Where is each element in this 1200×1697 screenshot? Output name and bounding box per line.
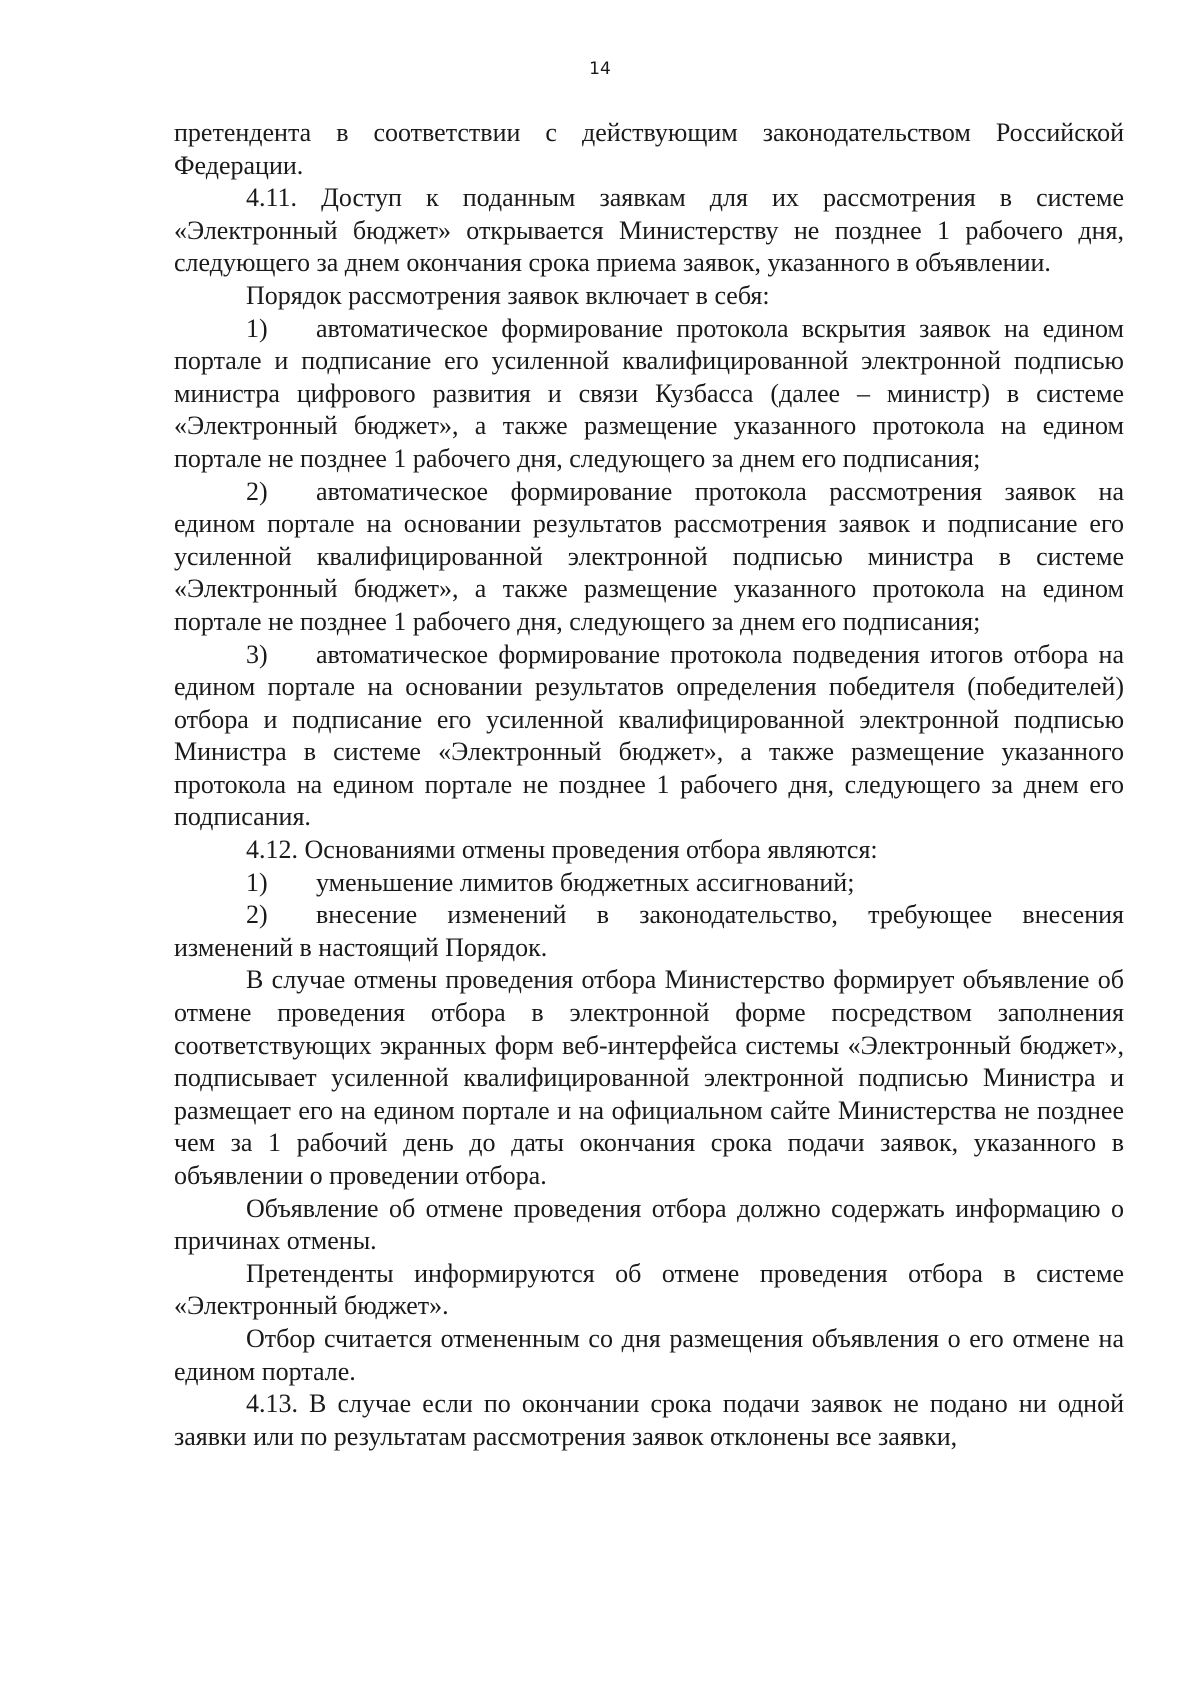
- list-item-1: [174, 867, 1124, 900]
- paragraph-text: 4.12. Основаниями отмены проведения отбора являются:: [246, 835, 878, 865]
- list-item-text: автоматическое формирование протокола подведения итогов отбора на едином портале на основании результатов определения победителя (победителей) отбора и подписание его усиленной квалифицированной электронной подписью Министра в системе «Электронный бюджет», а также размещение указанного протокола на едином портале не позднее 1 рабочего дня, следующего за днем его подписания.: [174, 639, 1124, 832]
- paragraph-4-12: [174, 834, 1124, 867]
- paragraph-applicants-informed: [174, 1258, 1124, 1323]
- list-item-3: [174, 639, 1124, 835]
- list-item-text: внесение изменений в законодательство, требующее внесения изменений в настоящий Порядок.: [174, 900, 1124, 962]
- list-number: 3): [246, 639, 268, 669]
- paragraph-text: 4.13. В случае если по окончании срока подачи заявок не подано ни одной заявки или по результатам рассмотрения заявок отклонены все заявки,: [174, 1389, 1124, 1451]
- paragraph-text: Объявление об отмене проведения отбора должно содержать информацию о причинах отмены.: [174, 1193, 1124, 1256]
- document-body: [174, 117, 1124, 1453]
- paragraph-cancellation: [174, 964, 1124, 1192]
- paragraph-4-13: [174, 1388, 1124, 1453]
- list-item-text: уменьшение лимитов бюджетных ассигнований;: [316, 867, 855, 897]
- paragraph-review-order: [174, 280, 1124, 313]
- list-number: 2): [246, 476, 268, 506]
- paragraph-text: Отбор считается отмененным со дня размещения объявления о его отмене на едином портале.: [174, 1323, 1124, 1386]
- paragraph-text: Претенденты информируются об отмене проведения отбора в системе «Электронный бюджет».: [174, 1258, 1124, 1321]
- paragraph-selection-cancelled: [174, 1323, 1124, 1388]
- paragraph-text: претендента в соответствии с действующим законодательством Российской Федерации.: [174, 118, 1124, 180]
- list-number: 1): [246, 313, 268, 343]
- list-number: 1): [246, 867, 268, 897]
- list-item-text: автоматическое формирование протокола вскрытия заявок на едином портале и подписание его усиленной квалифицированной электронной подписью министра цифрового развития и связи Кузбасса (далее – министр) в системе «Электронный бюджет», а также размещение указанного протокола на едином портале не позднее 1 рабочего дня, следующего за днем его подписания;: [174, 313, 1124, 473]
- paragraph-4-11: [174, 182, 1124, 280]
- list-item-text: автоматическое формирование протокола рассмотрения заявок на едином портале на основании результатов рассмотрения заявок и подписание его усиленной квалифицированной электронной подписью министра в системе «Электронный бюджет», а также размещение указанного протокола на едином портале не позднее 1 рабочего дня, следующего за днем его подписания;: [174, 476, 1124, 636]
- page-number: 14: [589, 59, 611, 79]
- list-number: 2): [246, 900, 268, 930]
- list-item-2: [174, 899, 1124, 964]
- paragraph-text: Порядок рассмотрения заявок включает в себя:: [246, 280, 770, 310]
- paragraph-announcement: [174, 1193, 1124, 1258]
- paragraph-continuation: [174, 117, 1124, 182]
- paragraph-text: В случае отмены проведения отбора Министерство формирует объявление об отмене проведения отбора в электронной форме посредством заполнения соответствующих экранных форм веб-интерфейса системы «Электронный бюджет», подписывает усиленной квалифицированной электронной подписью Министра и размещает его на едином портале и на официальном сайте Министерства не позднее чем за 1 рабочий день до даты окончания срока подачи заявок, указанного в объявлении о проведении отбора.: [174, 965, 1124, 1190]
- list-item-2: [174, 476, 1124, 639]
- list-item-1: [174, 313, 1124, 476]
- paragraph-text: 4.11. Доступ к поданным заявкам для их рассмотрения в системе «Электронный бюджет» открывается Министерству не позднее 1 рабочего дня, следующего за днем окончания срока приема заявок, указанного в объявлении.: [174, 183, 1124, 278]
